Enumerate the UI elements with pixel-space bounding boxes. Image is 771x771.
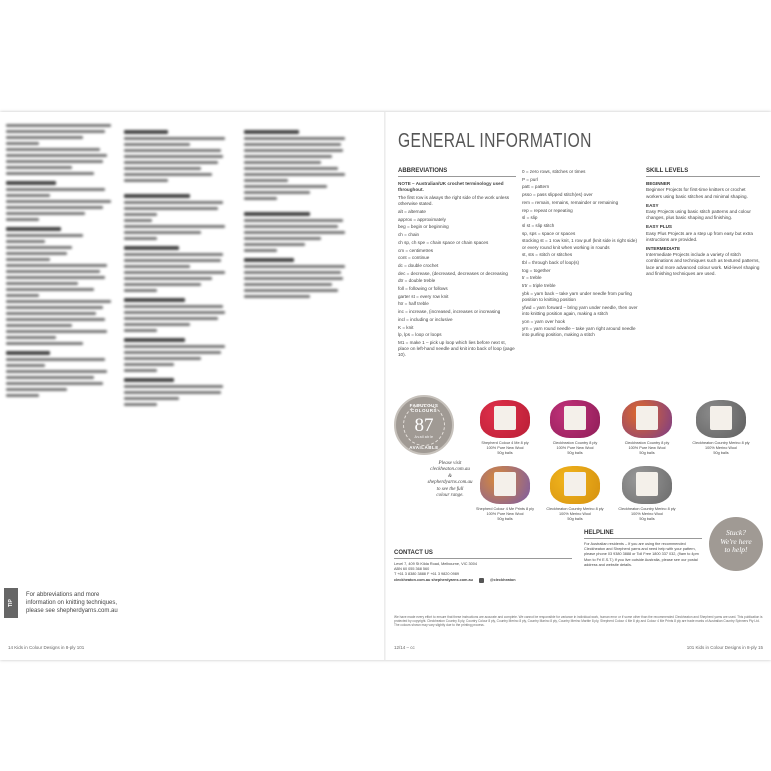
badge-top-arc: FABULOUS COLOURS <box>409 403 439 413</box>
skill-level-text: Intermediate Projects include a variety of stitch combinations and techniques such as textured patterns, lace and more advanced colour work. Mid-level shaping and finishing techniques are used. <box>646 252 760 276</box>
yarn-balls: 50g balls <box>713 451 729 455</box>
yarn-fibre: 100% Pure New Wool <box>486 446 524 450</box>
abbrev-item: approx = approximately <box>398 216 446 222</box>
visit-line-6: colour range. <box>436 493 464 499</box>
disclaimer: We have made every effort to ensure that these instructions are accurate and complete. We cannot be responsible for variance in individual work, human error or if some other than the recommended Cleckheaton and Shepherd yarns are used. This publication is protected by copyright. Cleckheaton Country 8 ply, Country Colour 8 ply, Country Merino 8 ply, Country Marino 8 ply, Country Merino Marble 8 ply, Shepherd Colour 4 Me 8 ply and Colour 4 Me Prints 8 ply are trade marks of Australian Country Spinners Pty Ltd. The colours shown may vary slightly due to the printing process. <box>394 615 763 628</box>
yarn-name: Cleckheaton Country Merino 8 ply <box>618 507 676 511</box>
abbrev-item: cm = centimetres <box>398 247 434 253</box>
yarn-name: Shepherd Colour 4 Me 8 ply <box>481 441 529 445</box>
abbrev-item: psso = pass slipped stitch(es) over <box>522 192 593 198</box>
yarn-product <box>474 466 536 522</box>
helpline <box>584 530 702 568</box>
yarn-name: Cleckheaton Country 8 ply <box>624 441 670 445</box>
page-title: GENERAL INFORMATION <box>398 130 592 152</box>
tip-line-3: please see shepherdyarns.com.au <box>26 608 118 614</box>
abbrev-item: sl st = slip stitch <box>522 222 555 228</box>
skill-levels-heading: SKILL LEVELS <box>646 168 760 177</box>
abbrev-item: htr = half treble <box>398 301 429 307</box>
abbrev-item: dtr = double treble <box>398 278 436 284</box>
abbrev-item: ch sp, ch spe = chain space or chain spaces <box>398 239 489 245</box>
visit-note <box>420 461 480 499</box>
abbrev-item: sp, sps = space or spaces <box>522 230 576 236</box>
abbrev-item: lp, lps = loop or loops <box>398 332 442 338</box>
abbreviations-column-1 <box>398 168 516 360</box>
left-folio: 14 Kids in Colour Designs in 8-ply 101 <box>8 645 85 650</box>
abbrev-item: dc = double crochet <box>398 262 439 268</box>
help-bubble <box>709 517 763 571</box>
skill-level-text: Easy Plus Projects are a step up from easy but extra instructions are provided. <box>646 230 753 242</box>
abbrev-item: incl = including or inclusive <box>398 316 453 322</box>
abbrev-item: yrn = yarn round needle – take yarn right around needle into purling position, making a stitch <box>522 326 636 338</box>
yarn-balls: 50g balls <box>567 517 583 521</box>
tip-line-1: For abbreviations and more <box>26 592 100 598</box>
left-page <box>0 112 385 660</box>
abbrev-item: K = knit <box>398 324 414 330</box>
yarn-product <box>690 400 752 456</box>
helpline-heading: HELPLINE <box>584 530 702 539</box>
visit-line-5: to see the full <box>436 486 464 492</box>
abbrev-item: cont = continue <box>398 255 430 261</box>
abbrev-item: M1 = make 1 – pick up loop which lies before next st, place on left-hand needle and knit into back of loop (page 10). <box>398 339 515 358</box>
abbreviations-column-2 <box>522 168 640 340</box>
contact-web-row <box>394 578 572 583</box>
abbrev-item: 0 = zero rows, stitches or times <box>522 169 586 174</box>
badge-number: 87 <box>414 415 434 436</box>
abbrev-item: foll = following or follows <box>398 286 448 292</box>
visit-line-2: cleckheaton.com.au <box>430 467 470 473</box>
visit-line-3: & <box>448 473 452 479</box>
helpline-text: For Australian residents – If you are using the recommended Cleckheaton and Shepherd yarns and need help with your pattern, please phone 03 9380 3888 or Toll Free 1800 337 032, (9am to 4pm Mon to Fri E.S.T.) If you live outside Australia, please see our postal address and website details. <box>584 542 699 567</box>
skill-level-text: Beginner Projects for first-time knitters or crochet workers using basic stitches and minimal shaping. <box>646 187 748 199</box>
skill-level-name: INTERMEDIATE <box>646 246 681 252</box>
abbrev-item: yfwd = yarn forward – bring yarn under needle, then over into knitting position again, making a stitch <box>522 304 638 316</box>
contact-heading: CONTACT US <box>394 550 572 559</box>
skill-level-name: EASY <box>646 202 659 208</box>
left-page-column-2 <box>124 124 234 409</box>
abbrev-item: beg = begin or beginning <box>398 224 449 230</box>
abbrev-list <box>398 209 516 359</box>
yarn-name: Cleckheaton Country 8 ply <box>552 441 598 445</box>
abbrev-item: P = purl <box>522 176 538 182</box>
abbrev-item: tog = together <box>522 267 551 273</box>
abbrev-note: NOTE – Australian/UK crochet terminology used throughout. <box>398 181 504 193</box>
abbrev-item: rep = repeat or repeating <box>522 207 573 213</box>
badge-bottom-arc: AVAILABLE <box>409 445 439 450</box>
right-folio: 101 Kids in Colour Designs in 8-ply 15 <box>686 645 763 650</box>
skill-level-name: EASY PLUS <box>646 224 672 230</box>
contact-line-2: ABN 60 055 368 560 <box>394 567 430 572</box>
booklet-spread <box>0 112 771 660</box>
yarn-ball-image <box>550 466 600 504</box>
visit-line-1: Please visit <box>438 461 462 466</box>
abbrev-item: alt = alternate <box>398 209 426 215</box>
abbrev-item: inc = increase, (increased, increases or increasing <box>398 309 501 315</box>
yarn-ball-image <box>480 400 530 438</box>
yarn-fibre: 100% Merino Wool <box>704 446 737 450</box>
skill-list <box>646 181 760 277</box>
left-page-column-1 <box>6 124 116 400</box>
skill-level-name: BEGINNER <box>646 181 671 187</box>
yarn-name: Cleckheaton Country Merino 8 ply <box>546 507 604 511</box>
contact-websites[interactable]: cleckheaton.com.au shepherdyarns.com.au <box>394 577 473 582</box>
tip-line-2: information on knitting techniques, <box>26 600 118 606</box>
badge-sub: Available <box>414 435 434 439</box>
yarn-balls: 50g balls <box>639 517 655 521</box>
yarn-product <box>544 400 606 456</box>
yarn-ball-image <box>480 466 530 504</box>
yarn-ball-image <box>622 466 672 504</box>
contact-text <box>394 562 572 583</box>
colours-badge <box>394 395 454 455</box>
yarn-fibre: 100% Pure New Wool <box>486 512 524 516</box>
yarn-product <box>474 400 536 456</box>
abbrev-item: sl = slip <box>522 215 538 221</box>
yarn-product <box>616 466 678 522</box>
yarn-ball-image <box>550 400 600 438</box>
help-line-2: We're here <box>720 536 752 546</box>
skill-levels-column <box>646 168 760 279</box>
yarn-name: Cleckheaton Country Merino 8 ply <box>692 441 750 445</box>
yarn-name: Shepherd Colour 4 Me Prints 8 ply <box>475 507 535 511</box>
tip-badge: TIP <box>4 588 18 618</box>
tip-text <box>26 591 118 615</box>
abbrev-item: patt = pattern <box>522 184 550 190</box>
abbrev-item: trtr = triple treble <box>522 283 556 289</box>
yarn-fibre: 100% Pure New Wool <box>556 446 594 450</box>
yarn-balls: 50g balls <box>497 451 513 455</box>
yarn-ball-image <box>696 400 746 438</box>
yarn-balls: 50g balls <box>639 451 655 455</box>
abbrev-list-2 <box>522 168 640 339</box>
contact-line-1: Level 7, 409 St Kilda Road, Melbourne, VIC 3004 <box>394 562 477 566</box>
yarn-fibre: 100% Pure New Wool <box>628 446 666 450</box>
abbrev-intro: The first row is always the right side of the work unless otherwise stated. <box>398 195 510 207</box>
abbrev-item: ch = chain <box>398 232 420 238</box>
yarn-fibre: 100% Merino Wool <box>558 512 591 516</box>
left-page-column-3 <box>244 124 354 301</box>
yarn-ball-image <box>622 400 672 438</box>
abbrev-item: yon = yarn over hook <box>522 318 566 324</box>
footer-code: 12/14 – cc <box>394 645 415 650</box>
social-handle[interactable]: @cleckheaton <box>489 577 516 582</box>
right-page <box>386 112 771 660</box>
help-line-3: to help! <box>724 545 748 554</box>
abbrev-item: ybk = yarn back – take yarn under needle from purling position to knitting position <box>522 290 632 302</box>
abbrev-item: garter st = every row knit <box>398 293 449 299</box>
help-line-1: Stuck? <box>726 528 746 537</box>
visit-line-4: shepherdyarns.com.au <box>427 480 473 486</box>
abbrev-item: rem = remain, remains, remainder or remaining <box>522 199 619 205</box>
skill-level-text: Easy Projects using basic stitch patterns and colour changes, plus basic shaping and finishing. <box>646 209 751 221</box>
yarn-product <box>544 466 606 522</box>
yarn-fibre: 100% Merino Wool <box>630 512 663 516</box>
contact-line-3: T +61 3 8380 3888 F +61 3 9820 0989 <box>394 572 459 577</box>
contact-us <box>394 550 572 583</box>
abbrev-item: tbl = through back of loop(s) <box>522 259 580 265</box>
tip-box <box>4 588 374 618</box>
abbrev-item: tr = treble <box>522 275 542 281</box>
right-footer <box>394 645 763 650</box>
abbreviations-heading: ABBREVIATIONS <box>398 168 516 177</box>
abbrev-item: st, sts = stitch or stitches <box>522 252 573 258</box>
social-icon <box>479 578 484 583</box>
yarn-product <box>616 400 678 456</box>
yarn-balls: 50g balls <box>497 517 513 521</box>
yarn-balls: 50g balls <box>567 451 583 455</box>
abbrev-item: dec = decrease, (decreased, decreases or decreasing <box>398 270 508 276</box>
abbrev-item: stocking st = 1 row knit, 1 row purl (knit side is right side) or every round knit when working in rounds <box>522 238 638 250</box>
